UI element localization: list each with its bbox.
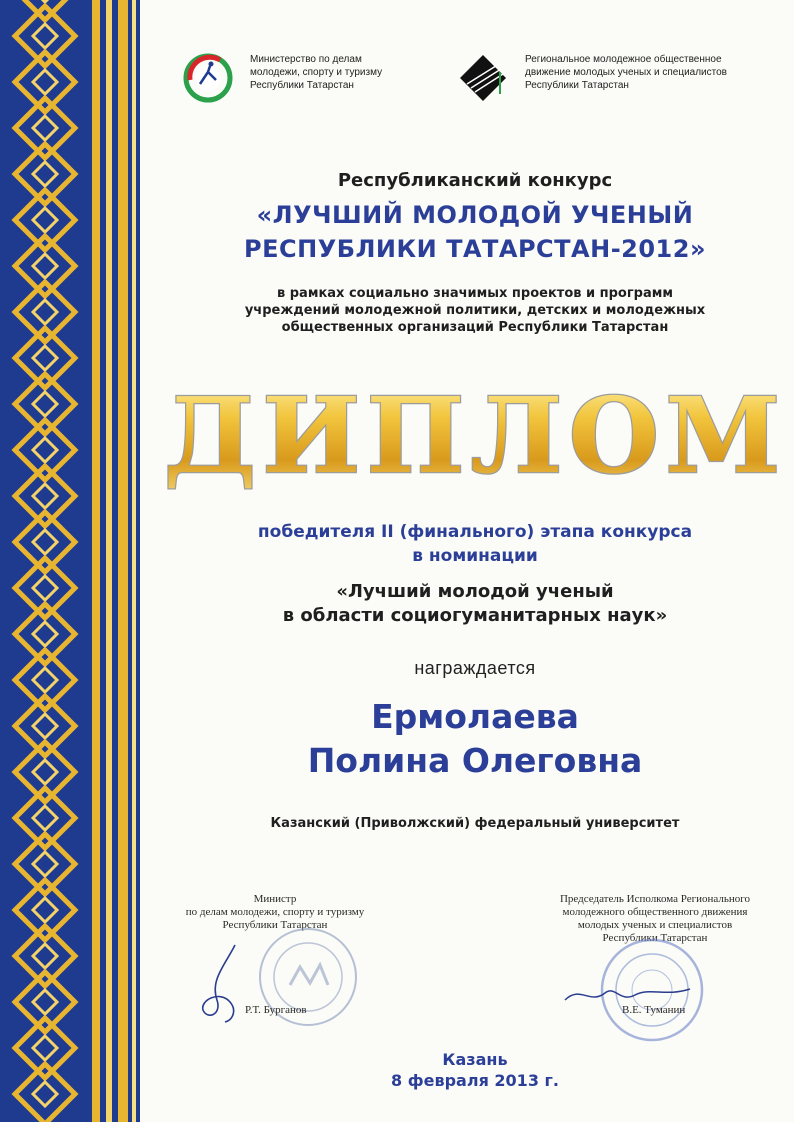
winner-line: победителя II (финального) этапа конкурса в номинации bbox=[257, 522, 693, 566]
diploma-word: ДИПЛОМ bbox=[163, 374, 787, 497]
movement-logo-icon bbox=[455, 50, 515, 105]
university: Казанский (Приволжский) федеральный университет bbox=[270, 816, 680, 831]
right-signatory-title: Председатель Исполкома Регионального молодежного общественного движения молодых ученых и специалистов Республики Татарстан bbox=[559, 893, 751, 944]
awarded-label: награждается bbox=[414, 658, 536, 678]
header bbox=[180, 40, 770, 110]
contest-subtitle: в рамках социально значимых проектов и программ учреждений молодежной политики, детских и молодежных общественных организаций Республики Татарстан bbox=[244, 286, 706, 335]
left-signatory-name: Р.Т. Бурганов bbox=[245, 1004, 307, 1016]
right-signatory-name: В.Е. Туманин bbox=[622, 1004, 686, 1016]
ministry-logo-icon bbox=[180, 50, 240, 105]
recipient-name: Ермолаева Полина Олеговна bbox=[307, 697, 643, 780]
ministry-name: Министерство по делам молодежи, спорту и туризму Республики Татарстан bbox=[250, 54, 383, 91]
date: 8 февраля 2013 г. bbox=[391, 1071, 559, 1090]
ministry-org bbox=[180, 50, 382, 105]
diploma-heading bbox=[163, 374, 787, 497]
contest-kicker: Республиканский конкурс bbox=[337, 170, 613, 191]
ornamental-border bbox=[0, 0, 140, 1122]
contest-title: «ЛУЧШИЙ МОЛОДОЙ УЧЕНЫЙ РЕСПУБЛИКИ ТАТАРСТАН-2012» bbox=[244, 201, 706, 263]
left-signatory-title: Министр по делам молодежи, спорту и туризму Республики Татарстан bbox=[185, 893, 365, 931]
movement-org bbox=[455, 50, 727, 105]
place: Казань bbox=[442, 1050, 508, 1069]
movement-name: Региональное молодежное общественное движение молодых ученых и специалистов Республики Татарстан bbox=[525, 54, 727, 91]
nomination: «Лучший молодой ученый в области социогуманитарных наук» bbox=[282, 581, 668, 626]
